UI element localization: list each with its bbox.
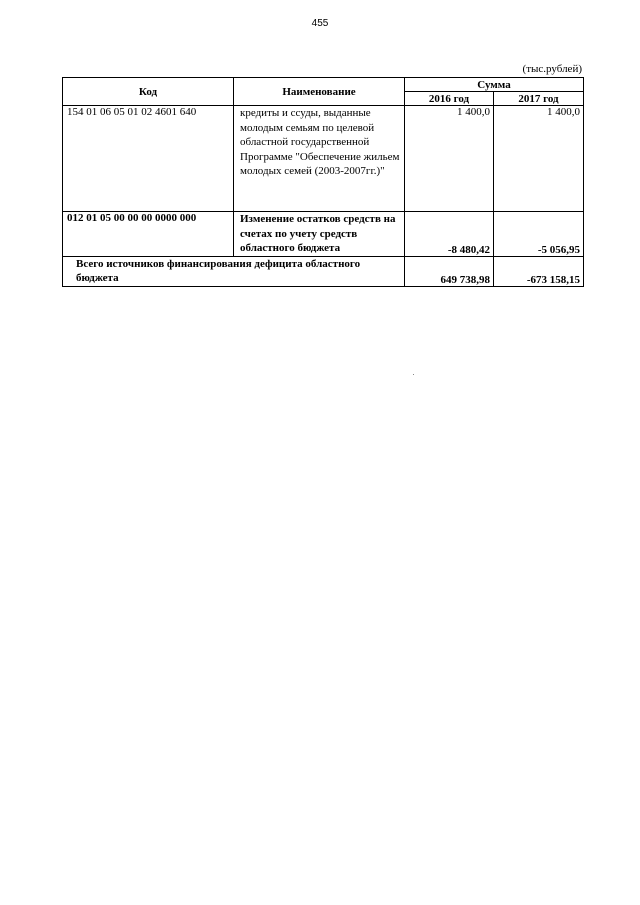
- header-sum: Сумма: [405, 78, 584, 92]
- row-value-2017: 1 400,0: [494, 106, 584, 212]
- header-year-2017: 2017 год: [494, 92, 584, 106]
- header-name: Наименование: [234, 78, 405, 106]
- units-label: (тыс.рублей): [522, 63, 582, 75]
- total-value-2017: -673 158,15: [494, 256, 584, 286]
- page-number: 455: [311, 18, 329, 29]
- row-code: 012 01 05 00 00 00 0000 000: [63, 212, 234, 257]
- row-name: Изменение остатков средств на счетах по учету средств областного бюджета: [234, 212, 405, 257]
- budget-sources-table: [62, 77, 584, 287]
- header-code: Код: [63, 78, 234, 106]
- header-year-2016: 2016 год: [405, 92, 494, 106]
- row-code: 154 01 06 05 01 02 4601 640: [63, 106, 234, 212]
- scan-speck: [413, 374, 414, 375]
- table-row: [63, 106, 584, 212]
- total-row: [63, 256, 584, 286]
- total-value-2016: 649 738,98: [405, 256, 494, 286]
- row-name: кредиты и ссуды, выданные молодым семьям по целевой областной государственной Программе "Обеспечение жильем молодых семей (2003-2007гг.)": [234, 106, 405, 212]
- row-value-2016: -8 480,42: [405, 212, 494, 257]
- table-row: [63, 212, 584, 257]
- row-value-2017: -5 056,95: [494, 212, 584, 257]
- row-value-2016: 1 400,0: [405, 106, 494, 212]
- total-label: Всего источников финансирования дефицита областного бюджета: [63, 256, 405, 286]
